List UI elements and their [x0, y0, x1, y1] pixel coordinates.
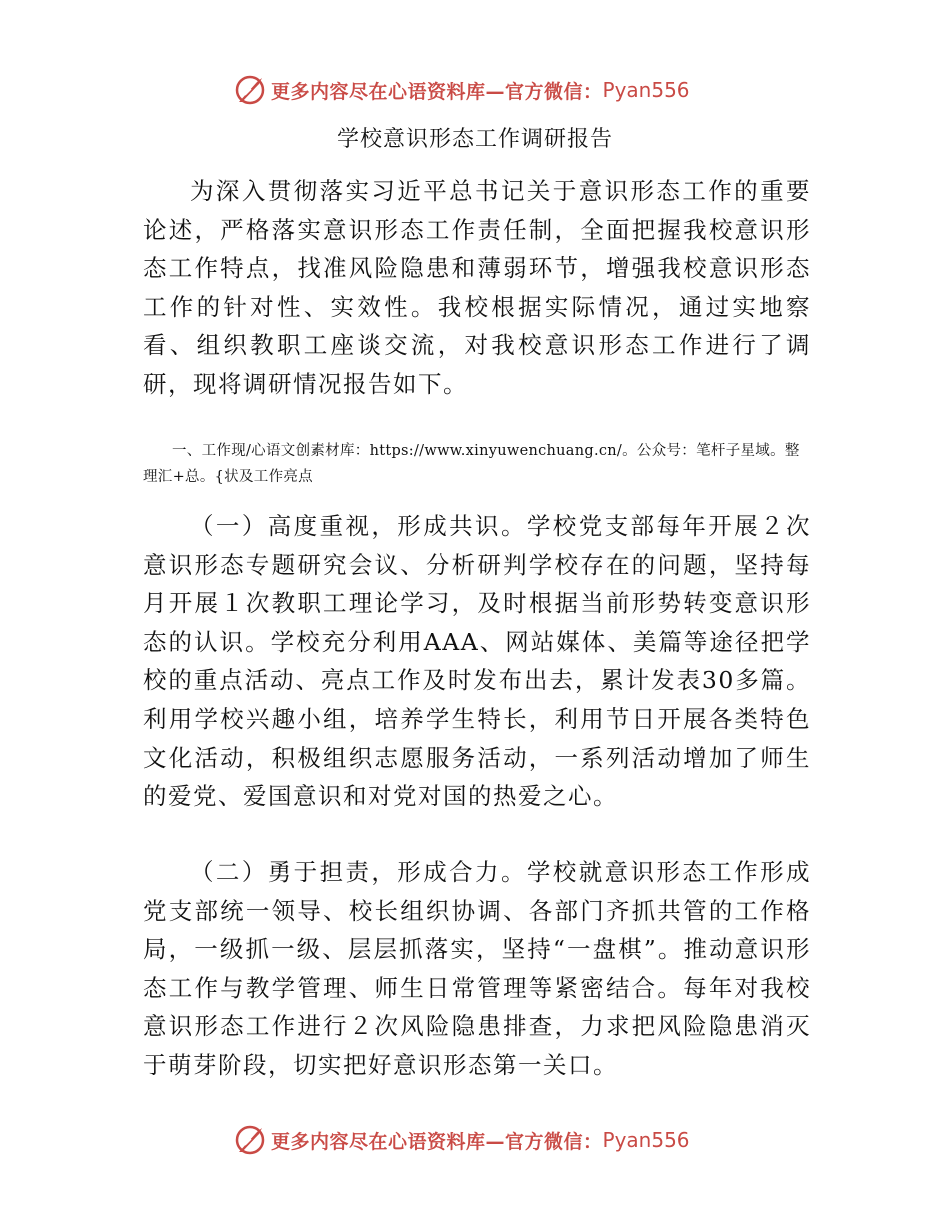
banner-text: 更多内容尽在心语资料库—官方微信： [271, 1130, 603, 1153]
section-2-paragraph: （二）勇于担责，形成合力。学校就意识形态工作形成党支部统一领导、校长组织协调、各部门齐抓共管的工作格局，一级抓一级、层层抓落实，坚持“一盘棋”。推动意识形态工作与教学管理、师生日常管理等紧密结合。每年对我校意识形态工作进行２次风险隐患排查，力求把风险隐患消灭于萌芽阶段，切实把好意识形态第一关口。 [143, 858, 811, 1079]
section-heading-paragraph: 一、工作现/心语文创素材库：https://www.xinyuwenchuang.cn/。公众号：笔杆子星域。整理汇+总。{状及工作亮点 [143, 443, 800, 485]
footer-watermark-banner [0, 1120, 950, 1160]
banner-text: 更多内容尽在心语资料库—官方微信： [271, 80, 603, 103]
header-watermark-banner [0, 70, 950, 110]
intro-paragraph: 为深入贯彻落实习近平总书记关于意识形态工作的重要论述，严格落实意识形态工作责任制，全面把握我校意识形态工作特点，找准风险隐患和薄弱环节，增强我校意识形态工作的针对性、实效性。我校根据实际情况，通过实地察看、组织教职工座谈交流，对我校意识形态工作进行了调研，现将调研情况报告如下。 [143, 177, 811, 398]
banner-wechat-id: Pyan556 [602, 1128, 690, 1152]
document-title: 学校意识形态工作调研报告 [336, 127, 613, 152]
quill-logo-icon [233, 73, 267, 107]
banner-wechat-id: Pyan556 [602, 78, 690, 102]
section-1-paragraph: （一）高度重视，形成共识。学校党支部每年开展２次意识形态专题研究会议、分析研判学校存在的问题，坚持每月开展１次教职工理论学习，及时根据当前形势转变意识形态的认识。学校充分利用AAA、网站媒体、美篇等途径把学校的重点活动、亮点工作及时发布出去，累计发表30多篇。利用学校兴趣小组，培养学生特长，利用节日开展各类特色文化活动，积极组织志愿服务活动，一系列活动增加了师生的爱党、爱国意识和对党对国的热爱之心。 [143, 512, 811, 811]
quill-logo-icon [233, 1123, 267, 1157]
